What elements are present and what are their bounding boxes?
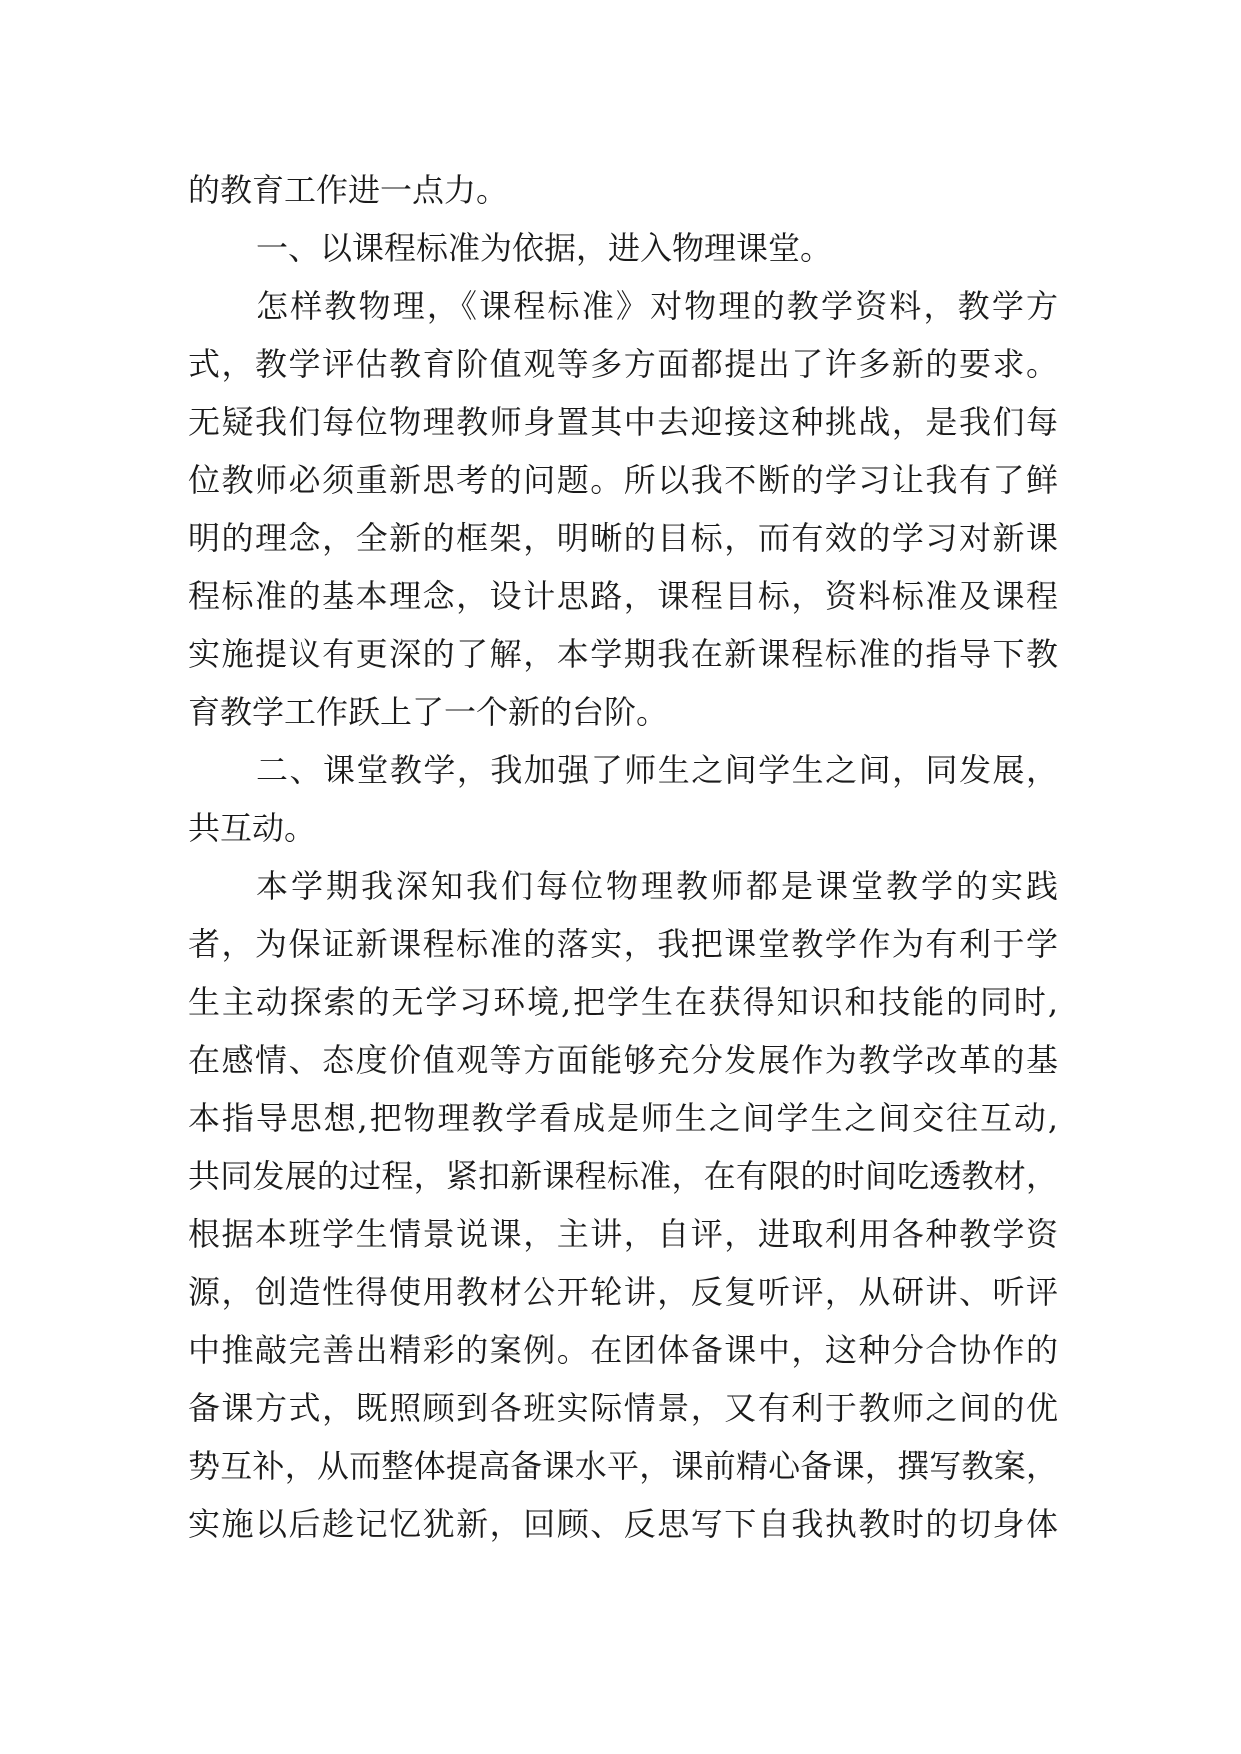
paragraph-line: 中推敲完善出精彩的案例。在团体备课中，这种分合协作的 bbox=[188, 1331, 1058, 1369]
paragraph-line: 程标准的基本理念，设计思路，课程目标，资料标准及课程 bbox=[188, 577, 1058, 615]
section-heading-2-continuation: 共互动。 bbox=[188, 809, 317, 847]
section-heading-1: 一、以课程标准为依据，进入物理课堂。 bbox=[256, 229, 833, 267]
paragraph-line: 实施以后趁记忆犹新，回顾、反思写下自我执教时的切身体 bbox=[188, 1505, 1058, 1543]
paragraph-line: 实施提议有更深的了解，本学期我在新课程标准的指导下教 bbox=[188, 635, 1058, 673]
paragraph-line: 本学期我深知我们每位物理教师都是课堂教学的实践 bbox=[256, 867, 1058, 905]
paragraph-line: 本指导思想,把物理教学看成是师生之间学生之间交往互动, bbox=[188, 1099, 1058, 1137]
paragraph-line: 无疑我们每位物理教师身置其中去迎接这种挑战，是我们每 bbox=[188, 403, 1058, 441]
paragraph-line: 式，教学评估教育阶值观等多方面都提出了许多新的要求。 bbox=[188, 345, 1058, 383]
paragraph-line: 根据本班学生情景说课，主讲，自评，进取利用各种教学资 bbox=[188, 1215, 1058, 1253]
paragraph-line: 怎样教物理，《课程标准》对物理的教学资料，教学方 bbox=[256, 287, 1058, 325]
document-body bbox=[188, 161, 1058, 1553]
paragraph-line: 生主动探索的无学习环境,把学生在获得知识和技能的同时, bbox=[188, 983, 1058, 1021]
paragraph-line: 位教师必须重新思考的问题。所以我不断的学习让我有了鲜 bbox=[188, 461, 1058, 499]
paragraph-line: 的教育工作进一点力。 bbox=[188, 171, 509, 209]
section-heading-2: 二、课堂教学，我加强了师生之间学生之间，同发展， bbox=[256, 751, 1058, 789]
paragraph-line: 源，创造性得使用教材公开轮讲，反复听评，从研讲、听评 bbox=[188, 1273, 1058, 1311]
paragraph-line: 明的理念，全新的框架，明晰的目标，而有效的学习对新课 bbox=[188, 519, 1058, 557]
paragraph-line: 育教学工作跃上了一个新的台阶。 bbox=[188, 693, 669, 731]
paragraph-line: 势互补，从而整体提高备课水平，课前精心备课，撰写教案， bbox=[188, 1447, 1058, 1485]
paragraph-line: 共同发展的过程，紧扣新课程标准，在有限的时间吃透教材， bbox=[188, 1157, 1058, 1195]
paragraph-line: 在感情、态度价值观等方面能够充分发展作为教学改革的基 bbox=[188, 1041, 1058, 1079]
paragraph-line: 备课方式，既照顾到各班实际情景，又有利于教师之间的优 bbox=[188, 1389, 1058, 1427]
paragraph-line: 者，为保证新课程标准的落实，我把课堂教学作为有利于学 bbox=[188, 925, 1058, 963]
